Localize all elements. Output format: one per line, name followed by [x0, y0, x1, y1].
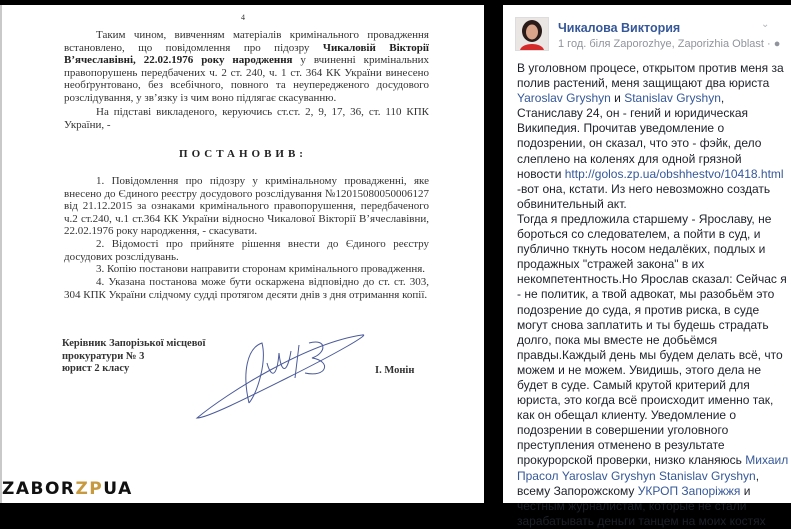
post-text: Тогда я предложила старшему - Ярославу, не бороться со следователем, а пойти в суд, и публично ткнуть носом недалёких, подлых и продажных "стражей закона" в их некомпетентность.Но Ярослав сказал: Сейчас я - не политик, а твой адвокат, мы разобьём это подозрение до суда, я против риска, в суде могут снова заплатить и ты будешь страдать долго, пока мы вместе не добьёмся правды.Каждый день мы будем делать всё, что можем и не можем. Увидишь, этого дела не будет в суде. Самый крутой критерий для юриста, это когда всё происходит именно так, как он обещал клиенту. Уведомление о подозрении в совершении уголовного преступления отменено в результате прокурорской проверки, низко кланяюсь — [517, 211, 787, 468]
post-text: и — [610, 91, 625, 106]
paragraph-text: у вчиненні кримінальних правопорушень передбачених ч. 2 ст. 240, ч. 1 ст. 364 КК України винесено необґрунтовано, без всебічного, повного та неупередженого досудового розслідування, у зв’язку із чим воно підлягає скасуванню. — [64, 54, 429, 104]
post-text: , Станиславу 24, он - гений и юридическая Википедия. Прочитав уведомление о подозрении, он сказал, что это - фэйк, дело слеплено на коленях для одной грязной новости — [517, 91, 762, 181]
suspect-name: Чикаловій Вікторії В’ячеславівні, 22.02.1976 року народження — [64, 41, 429, 67]
signatory-title — [62, 338, 205, 376]
chevron-down-icon[interactable]: ⌄ — [761, 19, 770, 30]
resolution-item-4 — [64, 276, 429, 301]
mention-link[interactable]: Stanislav Gryshyn — [624, 91, 721, 106]
post-text: и честным журналистам, которые не стали зарабатывать деньги танцем на моих костях — [517, 483, 766, 528]
post-text: , всему Запорожскому — [517, 468, 760, 498]
scanned-document — [0, 5, 484, 503]
document-paragraph-findings — [64, 29, 429, 105]
paragraph-text: Таким чином, вивченням матеріалів кримінального провадження встановлено, що повідомлення про підозру — [64, 29, 429, 54]
logo-accent: ZP — [75, 479, 104, 499]
facebook-post — [503, 5, 791, 528]
resolution-heading: ПОСТАНОВИВ: — [179, 148, 307, 160]
mention-link[interactable]: Yaroslav Gryshyn — [517, 91, 611, 106]
item-text: 4. Указана постанова може бути оскаржена відповідно до ст. ст. 303, 304 КПК України слідчому судді протягом десяти днів з дня отримання копії. — [64, 276, 429, 301]
page-link[interactable]: УКРОП Запоріжжя — [637, 483, 741, 498]
globe-icon: ● — [773, 38, 781, 50]
signatory-name: І. Монін — [375, 365, 415, 376]
resolution-item-2 — [64, 238, 429, 263]
post-timestamp-location[interactable]: 1 год. біля Zaporozhye, Zaporizhia Oblast · — [558, 38, 771, 50]
item-text: 1. Повідомлення про підозру у кримінальному провадженні, яке внесено до Єдиного реєстру досудового розслідування №12015080050006127 від 21.12.2015 за ознаками кримінального правопорушення, передбаченого ч.2 ст.240, ч.1 ст.364 КК України відносно Чикалової Вікторії В’ячеславівни, 22.02.1976 року народження, - скасувати. — [64, 175, 429, 238]
post-body — [517, 61, 789, 529]
paragraph-text: На підставі викладеного, керуючись ст.ст. 2, 9, 17, 36, ст. 110 КПК України, - — [64, 106, 429, 131]
logo-part: ZABOR — [2, 479, 76, 499]
item-text: 3. Копію постанови направити сторонам кримінального провадження. — [96, 263, 426, 275]
post-author-name[interactable]: Чикалова Виктория — [558, 21, 681, 35]
mention-link[interactable]: Stanislav Gryshyn — [659, 468, 756, 483]
document-paragraph-basis — [64, 106, 429, 131]
handwritten-signature — [187, 323, 367, 423]
resolution-item-3 — [64, 263, 429, 276]
post-text: В уголовном процесе, открытом против меня за полив растений, меня защищают два юриста — [517, 61, 784, 91]
signatory-line: юрист 2 класу — [62, 363, 130, 374]
logo-part: UA — [103, 479, 133, 499]
signatory-line: Керівник Запорізької місцевої — [62, 338, 206, 349]
post-meta — [558, 38, 780, 50]
page-number: 4 — [241, 13, 245, 22]
mention-link[interactable]: Yaroslav Gryshyn — [561, 468, 656, 483]
avatar[interactable] — [515, 17, 549, 51]
mention-link[interactable]: Михаил Прасол — [517, 453, 789, 483]
signatory-line: прокуратури № 3 — [62, 350, 145, 362]
resolution-item-1 — [64, 175, 429, 238]
url-link[interactable]: http://golos.zp.ua/obshhestvo/10418.html — [564, 166, 784, 181]
site-watermark-logo — [2, 479, 133, 499]
item-text: 2. Відомості про прийняте рішення внести до Єдиного реєстру досудових розслідувань. — [64, 238, 429, 263]
post-text: -вот она, кстати. Из него невозможно создать обвинительный акт. — [517, 181, 771, 211]
profile-photo-icon — [516, 18, 548, 50]
